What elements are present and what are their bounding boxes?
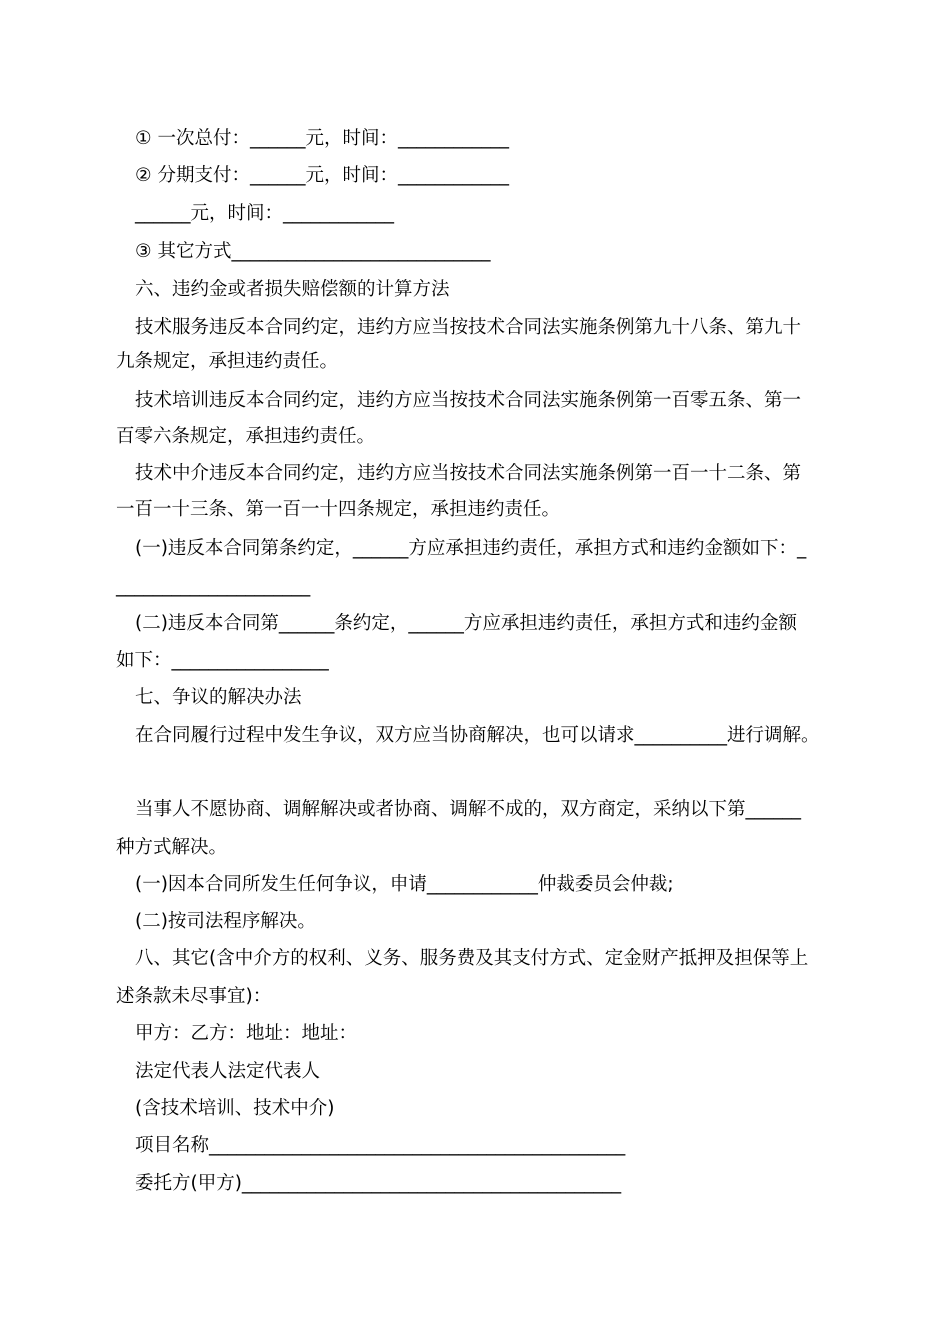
payment-installment-line-2: ______元，时间：____________ xyxy=(135,203,395,224)
payment-other-line: ③ 其它方式____________________________ xyxy=(135,241,491,262)
section-heading-penalty: 六、违约金或者损失赔偿额的计算方法 xyxy=(135,279,450,300)
project-name-line: 项目名称_____________________________________________ xyxy=(135,1135,626,1156)
payment-lump-sum-line: ① 一次总付：______元，时间：____________ xyxy=(135,128,509,149)
dispute-option-one: (一)因本合同所发生任何争议，申请____________仲裁委员会仲裁; xyxy=(135,874,674,895)
paragraph-line: 述条款未尽事宜)： xyxy=(116,986,272,1007)
paragraph-line: 在合同履行过程中发生争议，双方应当协商解决，也可以请求__________进行调解。 xyxy=(135,725,820,746)
representative-line: 法定代表人法定代表人 xyxy=(135,1061,321,1082)
dispute-option-two: (二)按司法程序解决。 xyxy=(135,911,316,932)
paragraph-line: 技术培训违反本合同约定，违约方应当按技术合同法实施条例第一百零五条、第一 xyxy=(135,390,802,411)
paragraph-line: 技术服务违反本合同约定，违约方应当按技术合同法实施条例第九十八条、第九十 xyxy=(135,317,802,338)
paragraph-line: 百零六条规定，承担违约责任。 xyxy=(116,426,376,447)
section-heading-other: 八、其它(含中介方的权利、义务、服务费及其支付方式、定金财产抵押及担保等上 xyxy=(135,948,809,969)
clause-one-blank-line: _____________________ xyxy=(116,576,311,597)
clause-two-continued-line: 如下：_________________ xyxy=(116,650,329,671)
clause-two-line: (二)违反本合同第______条约定，______方应承担违约责任，承担方式和违约金额 xyxy=(135,613,797,634)
paragraph-line: 种方式解决。 xyxy=(116,837,228,858)
clause-one-line: (一)违反本合同第条约定，______方应承担违约责任，承担方式和违约金额如下：_ xyxy=(135,538,807,559)
paragraph-line: 一百一十三条、第一百一十四条规定，承担违约责任。 xyxy=(116,499,561,520)
client-party-line: 委托方(甲方)_________________________________________ xyxy=(135,1173,622,1194)
parties-line: 甲方：乙方：地址：地址： xyxy=(135,1023,358,1044)
contract-type-line: (含技术培训、技术中介) xyxy=(135,1098,335,1119)
paragraph-line: 九条规定，承担违约责任。 xyxy=(116,351,339,372)
section-heading-dispute: 七、争议的解决办法 xyxy=(135,687,302,708)
paragraph-line: 当事人不愿协商、调解解决或者协商、调解不成的，双方商定，采纳以下第______ xyxy=(135,799,802,820)
paragraph-line: 技术中介违反本合同约定，违约方应当按技术合同法实施条例第一百一十二条、第 xyxy=(135,463,802,484)
payment-installment-line: ② 分期支付：______元，时间：____________ xyxy=(135,165,509,186)
